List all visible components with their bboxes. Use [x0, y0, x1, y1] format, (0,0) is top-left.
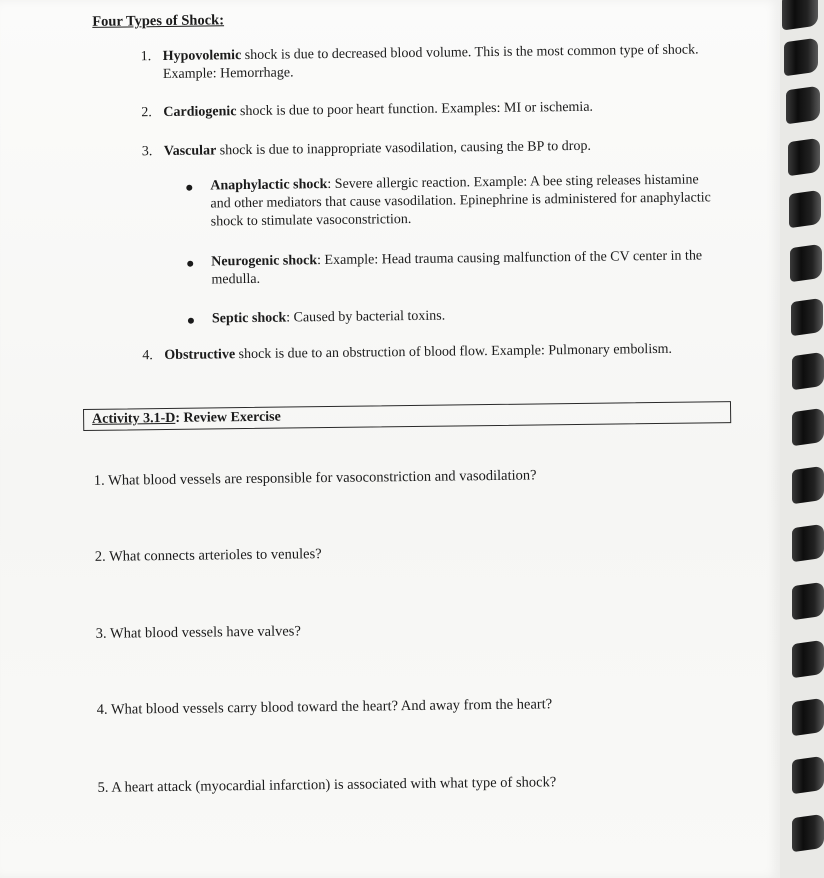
shock-term: Vascular: [163, 143, 217, 160]
bullet-icon: [188, 318, 194, 324]
item-number: 2.: [141, 105, 152, 121]
bullet-icon: [187, 261, 193, 267]
subtype-term: Anaphylactic shock: [210, 177, 328, 194]
activity-id: Activity 3.1-D: [92, 410, 176, 427]
shock-description: shock is due to decreased blood volume. This is the most common type of shock. Example: Hemorrhage.: [162, 42, 699, 83]
review-question: 3. What blood vessels have valves?: [95, 623, 301, 642]
item-number: 3.: [141, 144, 153, 160]
review-question: 1. What blood vessels are responsible for vasoconstriction and vasodilation?: [93, 467, 537, 489]
activity-header-box: [83, 401, 731, 431]
subtype-description: : Caused by bacterial toxins.: [286, 308, 446, 326]
item-number: 1.: [140, 49, 152, 65]
shock-term: Obstructive: [164, 347, 236, 364]
subtype-term: Neurogenic shock: [211, 253, 318, 270]
shock-description: shock is due to an obstruction of blood flow. Example: Pulmonary embolism.: [235, 341, 673, 363]
bullet-icon: [186, 185, 192, 191]
subtype-term: Septic shock: [211, 310, 287, 327]
subtype-description: : Severe allergic reaction. Example: A bee sting releases histamine and other mediators that cause vasodilation. Epinephrine is administered for anaphylactic shock to stimulate vasoconstriction.: [210, 172, 711, 230]
subtype-description: : Example: Head trauma causing malfunction of the CV center in the medulla.: [211, 248, 703, 288]
review-question: 5. A heart attack (myocardial infarction) is associated with what type of shock?: [97, 774, 557, 796]
item-number: 4.: [142, 348, 153, 364]
section-heading: Four Types of Shock:: [92, 12, 225, 30]
review-question: 2. What connects arterioles to venules?: [94, 546, 322, 565]
shock-term: Cardiogenic: [163, 104, 237, 121]
shock-description: shock is due to poor heart function. Examples: MI or ischemia.: [236, 99, 594, 120]
activity-title: : Review Exercise: [175, 409, 281, 426]
review-question: 4. What blood vessels carry blood toward the heart? And away from the heart?: [96, 696, 553, 718]
shock-term: Hypovolemic: [162, 48, 242, 65]
shock-description: shock is due to inappropriate vasodilation, causing the BP to drop.: [216, 138, 592, 159]
